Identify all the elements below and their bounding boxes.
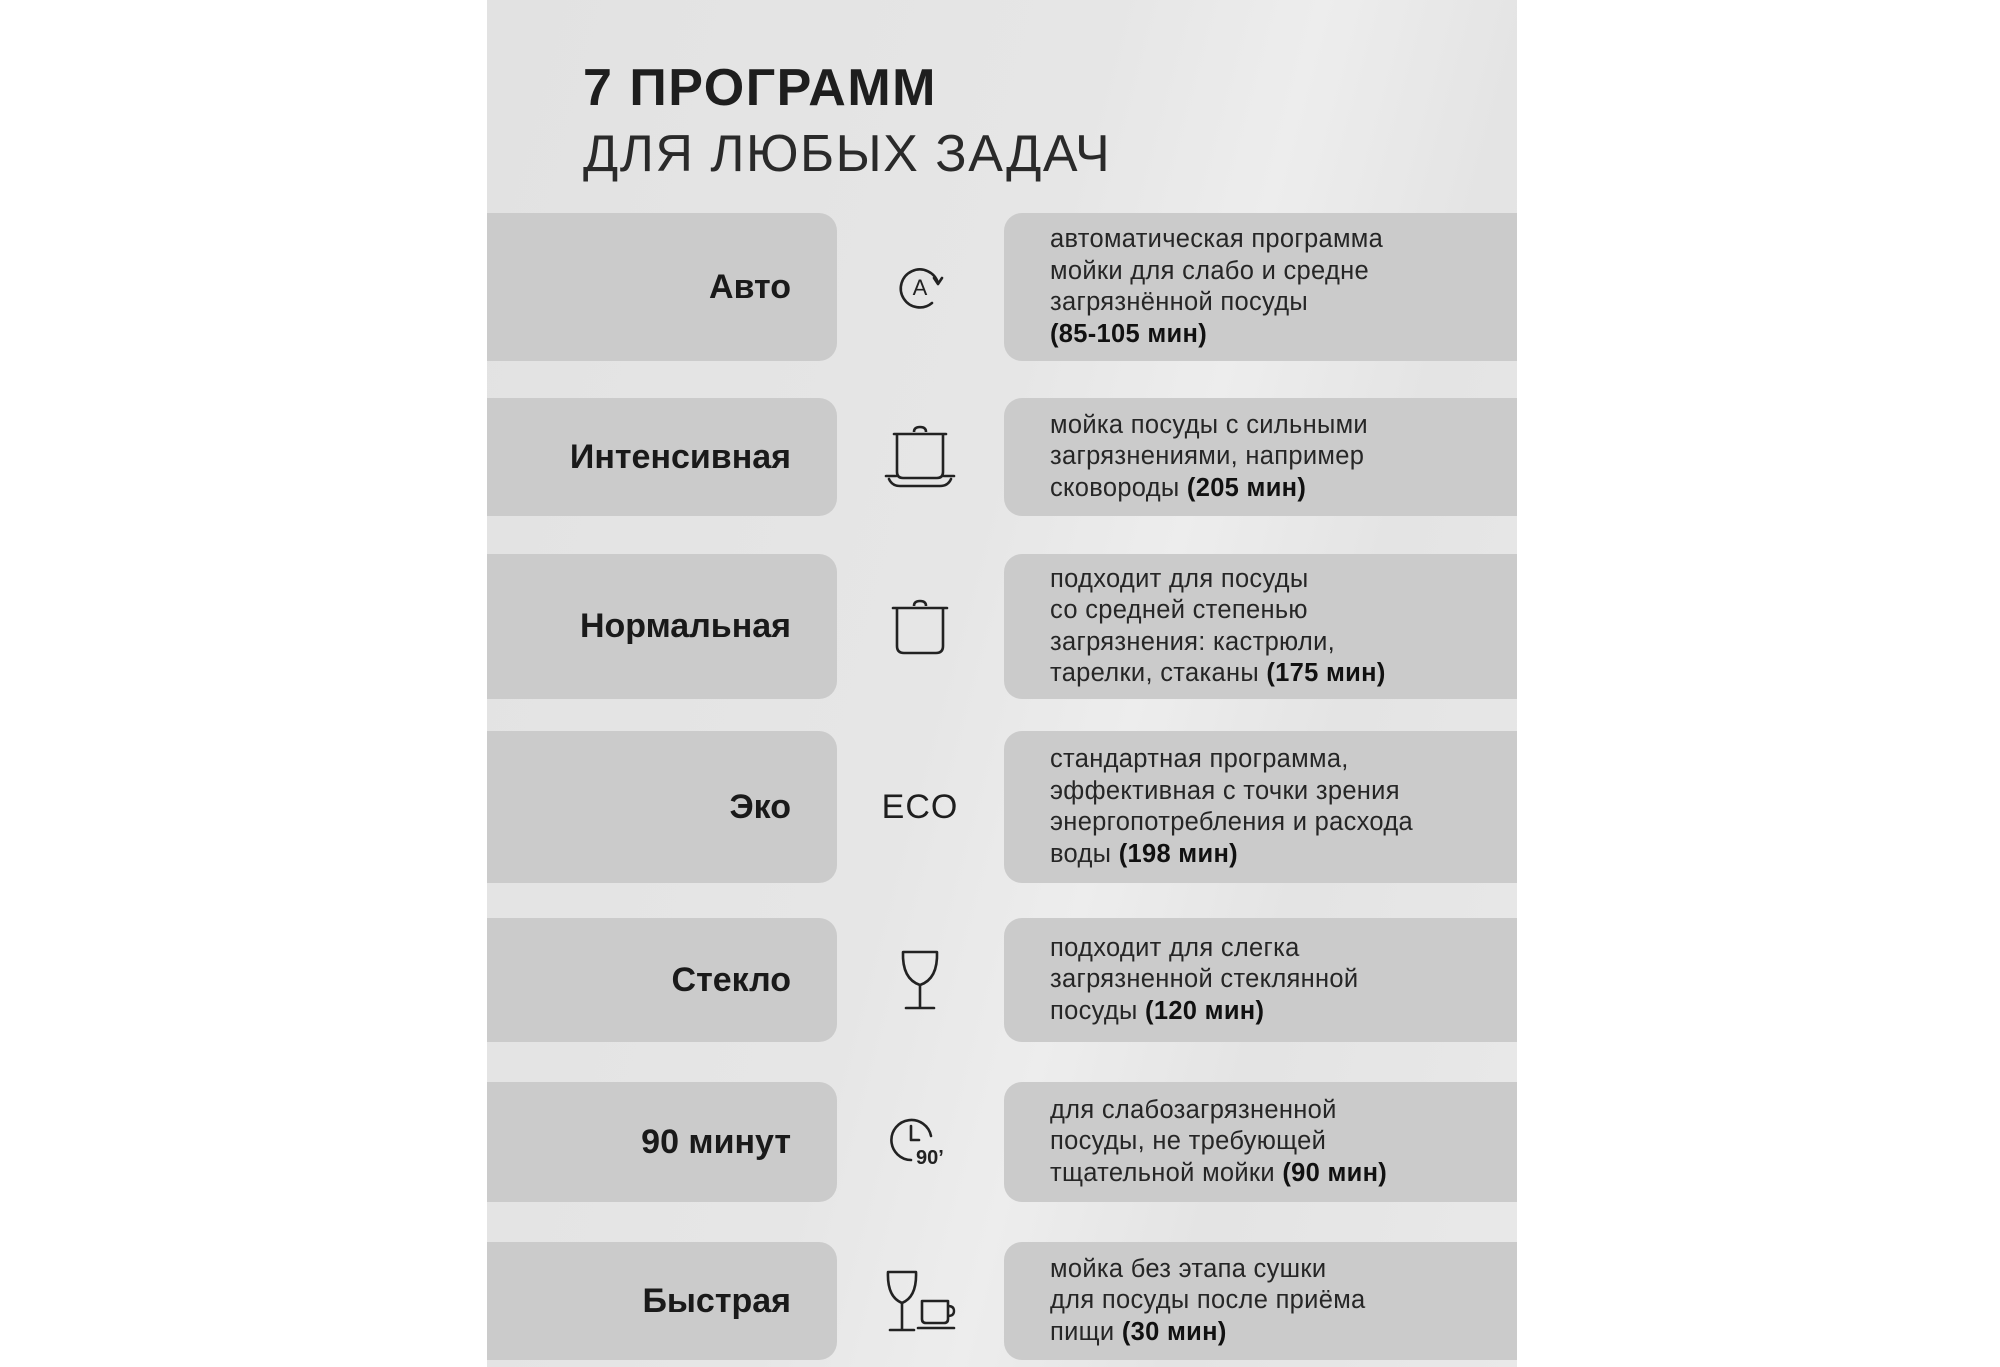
program-duration: (205 мин) bbox=[1186, 473, 1307, 502]
program-description bbox=[1004, 213, 1517, 361]
program-name-box bbox=[487, 213, 837, 361]
program-duration: (120 мин) bbox=[1145, 996, 1265, 1025]
program-description bbox=[1004, 918, 1517, 1042]
program-row-90min bbox=[487, 1082, 1517, 1202]
auto-a-icon bbox=[837, 213, 1003, 361]
program-description bbox=[1004, 1082, 1517, 1202]
program-name: Быстрая bbox=[642, 1281, 791, 1320]
program-description-text: подходит для слегка загрязненной стеклянной посуды (120 мин) bbox=[1050, 933, 1359, 1025]
program-row-quick bbox=[487, 1242, 1517, 1360]
program-description bbox=[1004, 731, 1517, 883]
program-name-box bbox=[487, 1082, 837, 1202]
eco-text-icon: ECO bbox=[881, 787, 959, 826]
program-name: Интенсивная bbox=[569, 437, 791, 476]
pot-on-plate-icon bbox=[837, 398, 1003, 516]
program-duration: (30 мин) bbox=[1121, 1317, 1227, 1346]
program-duration: (198 мин) bbox=[1118, 839, 1238, 868]
program-name-box bbox=[487, 1242, 837, 1360]
program-row-glass bbox=[487, 918, 1517, 1042]
program-name: Эко bbox=[729, 787, 791, 826]
glass-and-cup-icon bbox=[837, 1242, 1003, 1360]
program-duration: (90 мин) bbox=[1282, 1158, 1388, 1187]
programs-panel bbox=[487, 0, 1517, 1367]
pot-icon bbox=[837, 554, 1003, 699]
program-name-box bbox=[487, 398, 837, 516]
program-row-intensive bbox=[487, 398, 1517, 516]
program-description bbox=[1004, 1242, 1517, 1360]
program-row-eco bbox=[487, 731, 1517, 883]
wine-glass-icon bbox=[837, 918, 1003, 1042]
program-description-text: подходит для посуды со средней степенью загрязнения: кастрюли, тарелки, стаканы (175 мин) bbox=[1050, 564, 1386, 687]
program-name-box bbox=[487, 731, 837, 883]
svg-text:90’: 90’ bbox=[916, 1147, 944, 1169]
program-description-text: мойка без этапа сушки для посуды после приёма пищи (30 мин) bbox=[1050, 1254, 1366, 1346]
program-name: Авто bbox=[709, 267, 791, 306]
program-description-text: мойка посуды с сильными загрязнениями, например сковороды (205 мин) bbox=[1050, 410, 1368, 502]
program-name: 90 минут bbox=[641, 1122, 791, 1161]
svg-text:A: A bbox=[912, 275, 928, 300]
clock-90-icon bbox=[837, 1082, 1003, 1202]
title-line-1: 7 ПРОГРАММ bbox=[583, 59, 937, 117]
program-description-text: автоматическая программа мойки для слабо и средне загрязнённой посуды (85-105 мин) bbox=[1050, 225, 1384, 348]
program-description-text: стандартная программа, эффективная с точки зрения энергопотребления и расхода воды (198 мин) bbox=[1050, 745, 1413, 868]
program-name: Стекло bbox=[671, 960, 791, 999]
program-name-box bbox=[487, 554, 837, 699]
program-duration: (85-105 мин) bbox=[1050, 319, 1208, 348]
program-description bbox=[1004, 398, 1517, 516]
program-name-box bbox=[487, 918, 837, 1042]
program-row-normal bbox=[487, 554, 1517, 699]
program-row-auto bbox=[487, 213, 1517, 361]
program-name: Нормальная bbox=[579, 607, 791, 645]
program-duration: (175 мин) bbox=[1266, 659, 1386, 687]
program-description-text: для слабозагрязненной посуды, не требующей тщательной мойки (90 мин) bbox=[1050, 1095, 1388, 1187]
program-description bbox=[1004, 554, 1517, 699]
title-line-2: ДЛЯ ЛЮБЫХ ЗАДАЧ bbox=[583, 125, 1112, 183]
